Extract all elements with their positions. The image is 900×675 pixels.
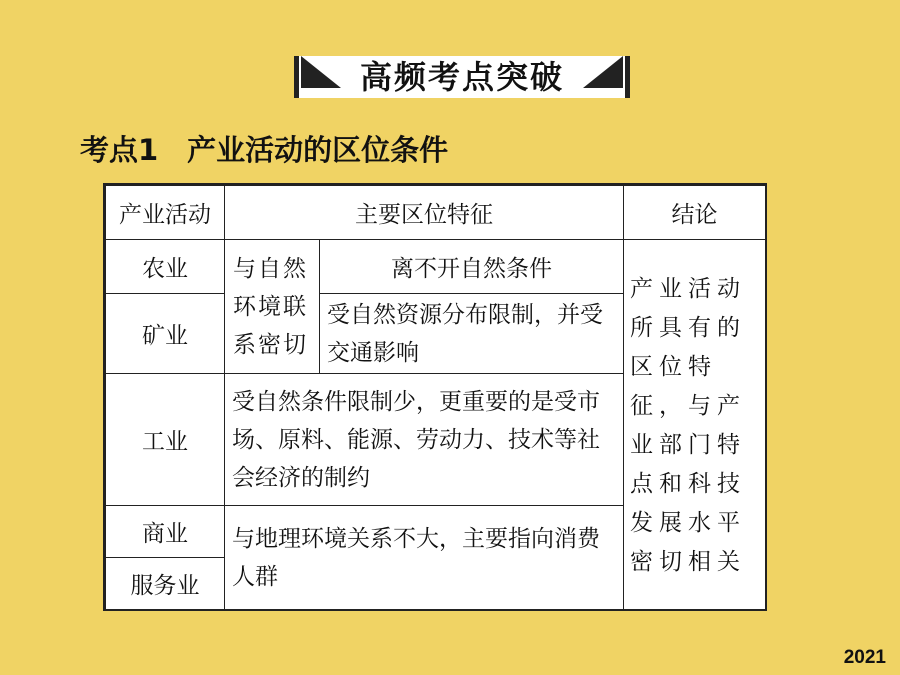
header-activity: 产业活动: [106, 186, 225, 240]
table-header-row: [106, 186, 766, 240]
banner-title: 高频考点突破: [359, 58, 564, 96]
activity-cell: 矿业: [106, 294, 225, 374]
triangle-right-decoration: [583, 56, 623, 88]
feature-cell: 受自然条件限制少，更重要的是受市场、原料、能源、劳动力、技术等社会经济的制约: [225, 374, 624, 506]
feature-cell: 受自然资源分布限制，并受交通影响: [320, 294, 624, 374]
conclusion-cell: 产业活动所具有的区位特征，与产业部门特点和科技发展水平密切相关: [624, 240, 766, 610]
section-heading: 考点1 产业活动的区位条件: [80, 133, 449, 167]
feature-cell: 与地理环境关系不大，主要指向消费人群: [225, 506, 624, 610]
activity-cell: 农业: [106, 240, 225, 294]
header-feature: 主要区位特征: [225, 186, 624, 240]
activity-cell: 商业: [106, 506, 225, 558]
feature-cell: 离不开自然条件: [320, 240, 624, 294]
header-conclusion: 结论: [624, 186, 766, 240]
nature-group-cell: 与自然环境联系密切: [225, 240, 320, 374]
table-row-agriculture: [106, 240, 766, 294]
location-conditions-table: [103, 183, 767, 611]
activity-cell: 服务业: [106, 558, 225, 610]
activity-cell: 工业: [106, 374, 225, 506]
section-banner: [294, 56, 630, 98]
footer-year: 2021: [843, 647, 886, 668]
